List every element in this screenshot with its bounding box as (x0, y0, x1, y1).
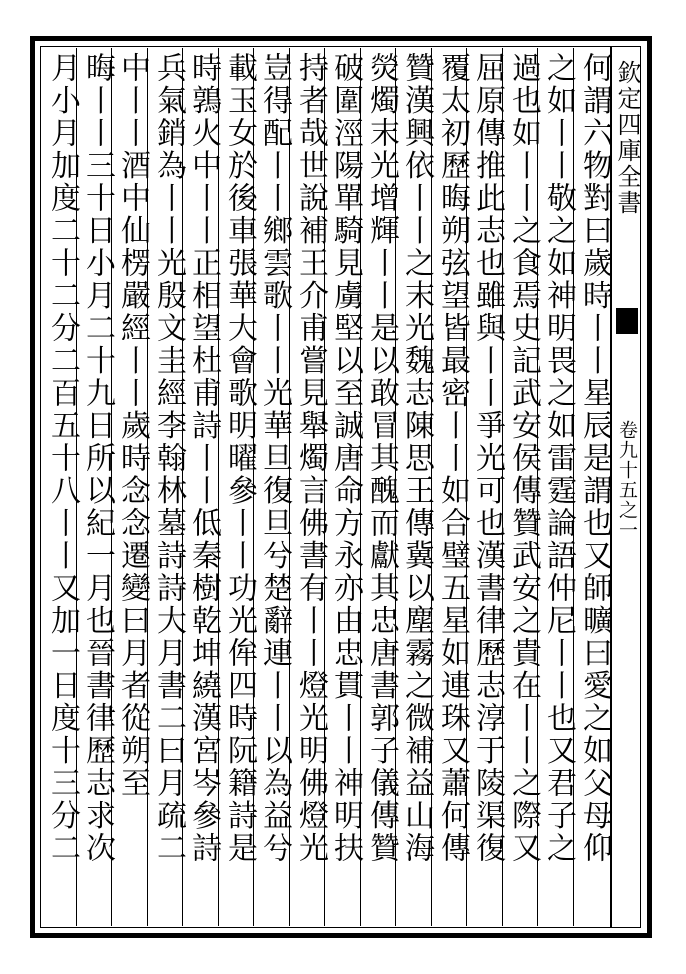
main-text (42, 48, 610, 926)
text-column: 兵氣銷為丨丨光殷文圭經李翰林墓詩詩大月書二曰月疏二 (151, 52, 186, 865)
text-column: 時鶉火中丨丨正相望杜甫詩丨丨低秦樹乾坤繞漢宮岑參詩 (186, 52, 221, 865)
text-column: 破圍涇陽單騎見虜堅以至誠唐命方永亦由忠貫丨丨神明扶 (328, 52, 363, 865)
text-column: 贊漢興依丨丨之末光魏志陳思王傳冀以塵霧之微補益山海 (399, 52, 434, 865)
text-column: 載玉女於後車張華大會歌明曜參丨丨功光侔四時阮籍詩是 (222, 52, 257, 865)
text-column: 熒燭末光增輝丨丨是以敢冒其醜而獻其忠唐書郭子儀傳贊 (364, 52, 399, 865)
text-column: 中丨丨酒中仙楞嚴經丨丨歲時念念遷變曰月者從朔至 (115, 52, 150, 800)
text-column: 屈原傳推此志也雖與丨丨爭光可也漢書律歷志淳于陵渠復 (470, 52, 505, 865)
text-column: 月小月加度二十二分二百五十八丨丨又加一日度十三分二 (45, 52, 80, 865)
volume-label: 卷九十五之一 (616, 420, 638, 540)
text-column: 豈得配丨丨鄉雲歌丨丨光華旦復旦兮楚辭連丨丨以為益兮 (257, 52, 292, 865)
text-column: 之如丨丨敬之如神明畏之如雷霆論語仲尼丨丨也又君子之 (541, 52, 576, 865)
text-column: 何謂六物對曰歲時丨丨星辰是謂也又師曠曰愛之如父母仰 (577, 52, 612, 865)
fishtail-mark (616, 308, 638, 334)
text-column: 覆太初歷晦朔弦望皆最密丨丨如合璧五星如連珠又蕭何傳 (435, 52, 470, 865)
book-title: 欽定四庫全書 (613, 60, 641, 216)
text-column: 晦丨丨三十日小月二十九日所以紀一月也晉書律歷志求次 (80, 52, 115, 865)
text-column: 持者哉世說補王介甫嘗見舉燭言佛書有丨丨燈光明佛燈光 (293, 52, 328, 865)
text-column: 過也如丨丨之食焉史記武安侯傳贊武安之貴在丨丨之際又 (506, 52, 541, 865)
